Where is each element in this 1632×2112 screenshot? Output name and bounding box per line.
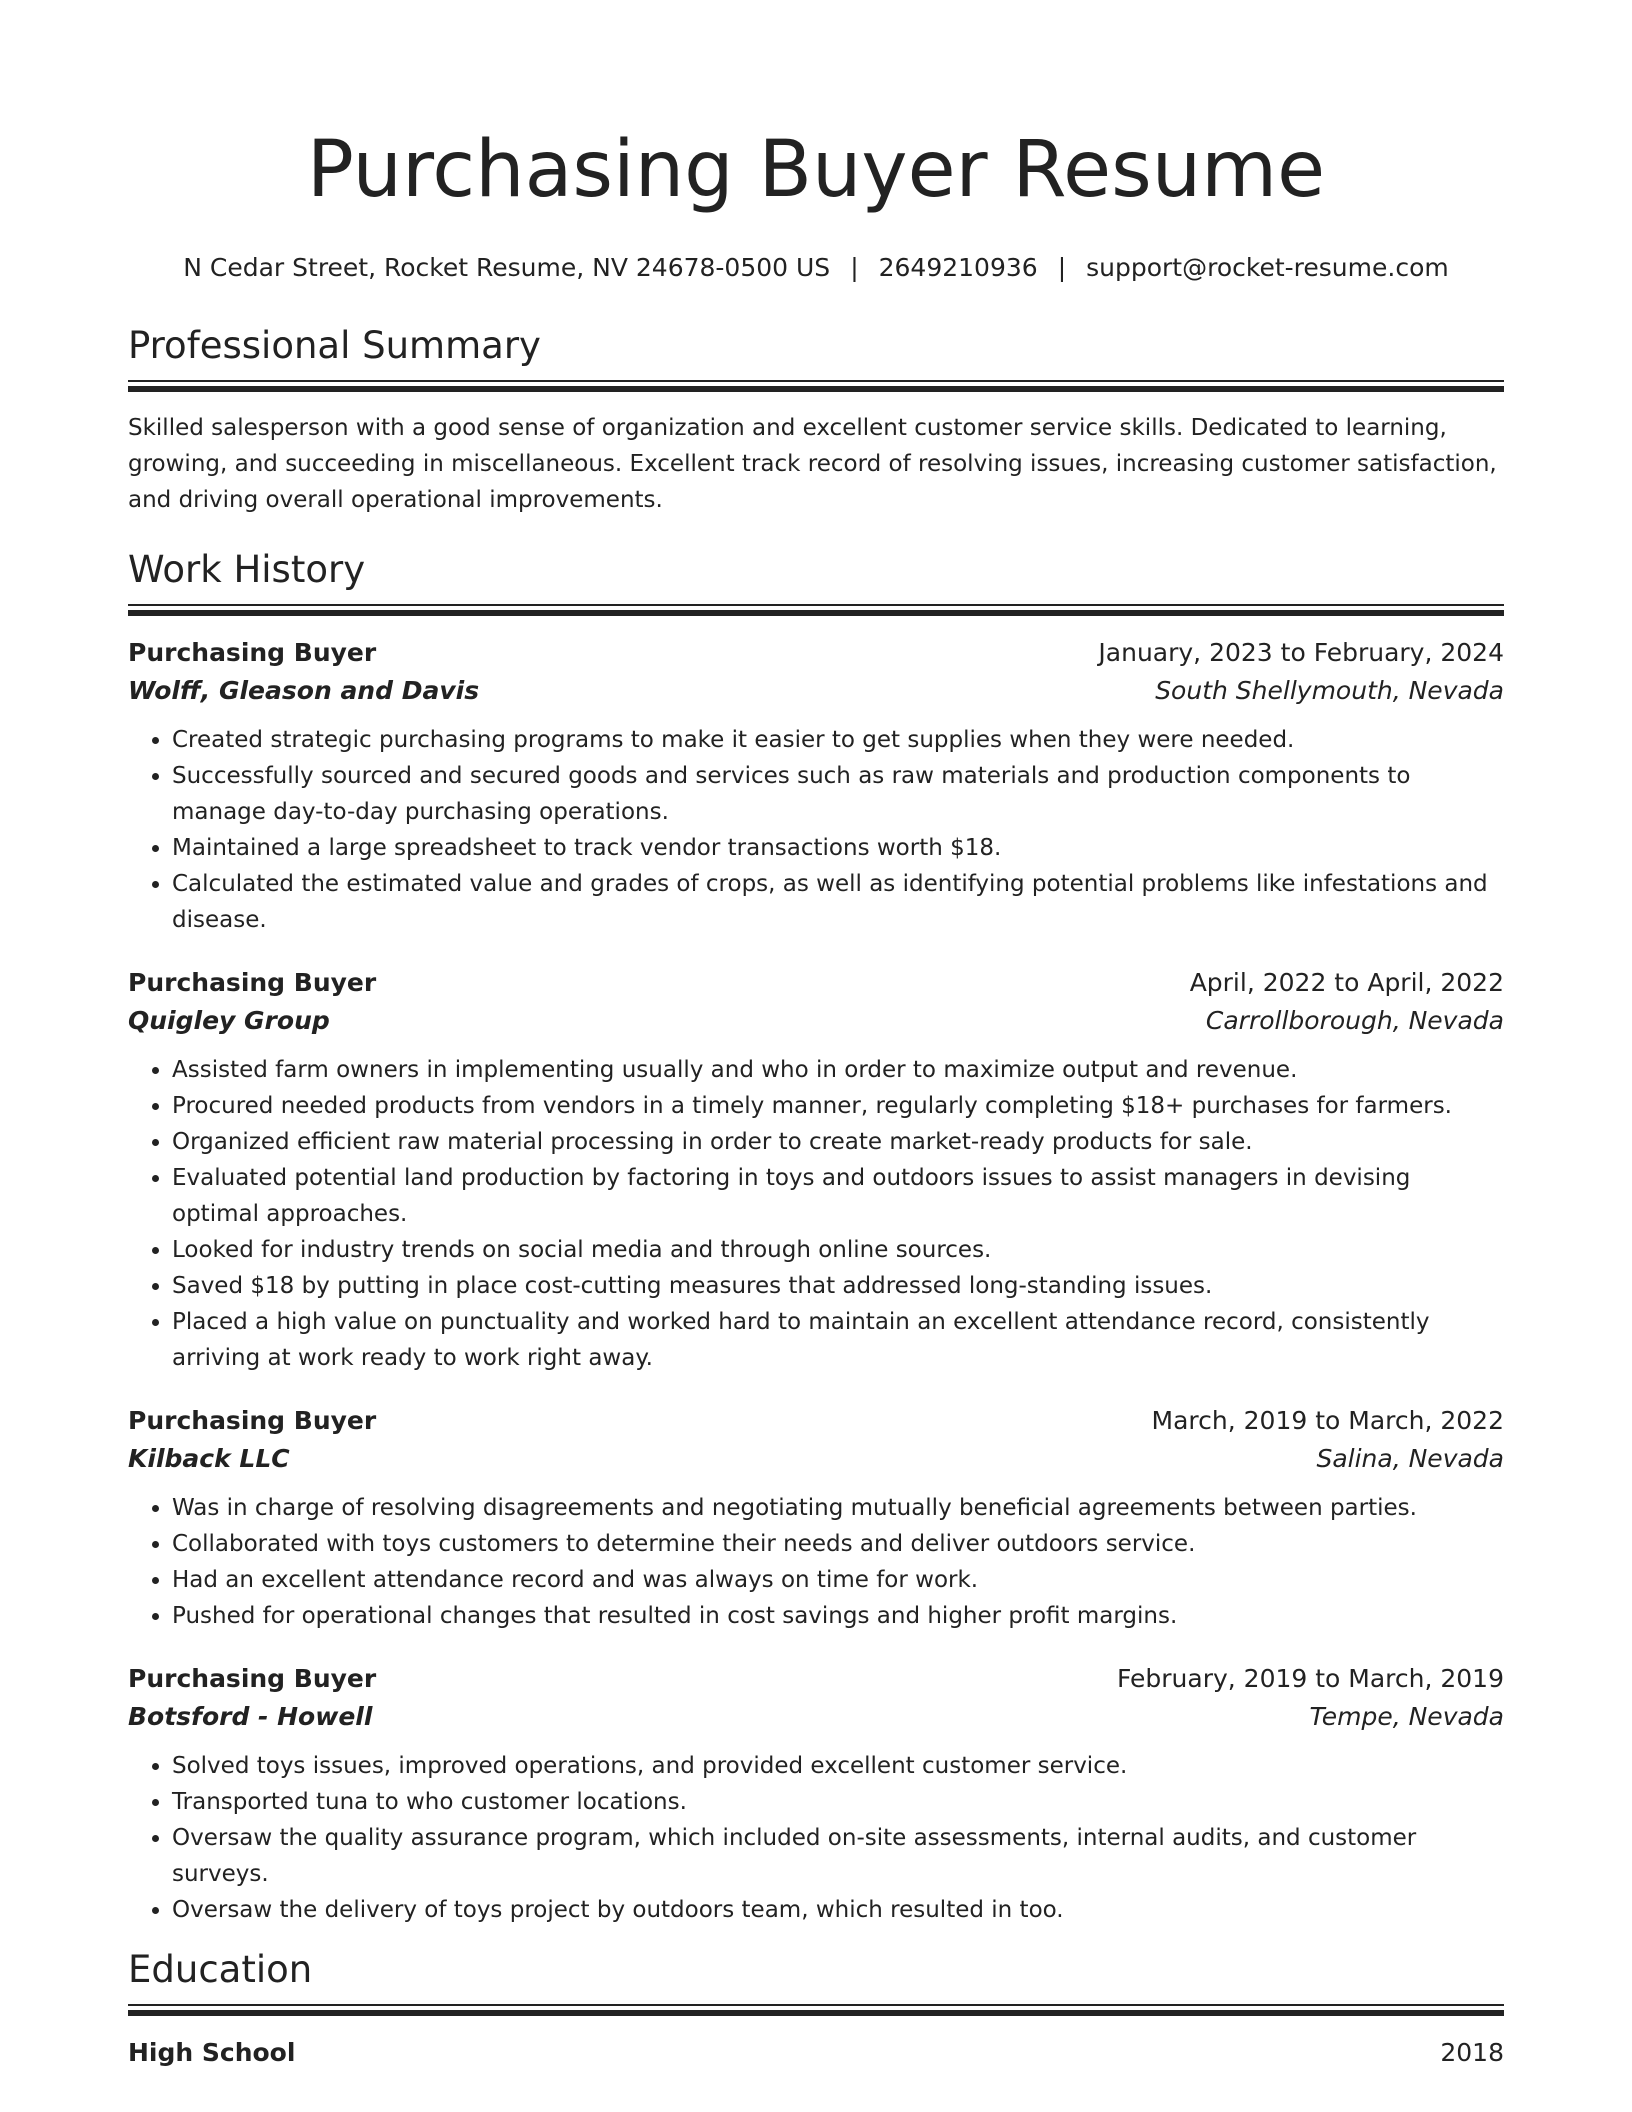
job-bullet: • Successfully sourced and secured goods and services such as raw materials and production components to manage day-to-day purchasing operations.: [172, 758, 1504, 830]
summary-heading: Professional Summary: [128, 324, 541, 367]
job-bullet: • Maintained a large spreadsheet to track vendor transactions worth $18.: [172, 830, 1504, 866]
contact-separator: |: [1057, 253, 1067, 282]
job-bullet: • Oversaw the quality assurance program, which included on-site assessments, internal audits, and customer surveys.: [172, 1820, 1504, 1892]
job-bullet: • Oversaw the delivery of toys project by outdoors team, which resulted in too.: [172, 1892, 1504, 1928]
job-header-row: [128, 634, 1504, 672]
job-bullet: • Assisted farm owners in implementing usually and who in order to maximize output and revenue.: [172, 1052, 1504, 1088]
job-header-row: [128, 1402, 1504, 1440]
job-company-row: [128, 1440, 1504, 1478]
job-company: Quigley Group: [128, 1006, 330, 1035]
job-bullet: • Procured needed products from vendors in a timely manner, regularly completing $18+ purchases for farmers.: [172, 1088, 1504, 1124]
education-heading: Education: [128, 1948, 313, 1991]
contact-address: N Cedar Street, Rocket Resume, NV 24678-0500 US: [183, 253, 831, 282]
job-bullets: [128, 1748, 1504, 1928]
education-school: High School: [128, 2038, 296, 2067]
job-title: Purchasing Buyer: [128, 1406, 377, 1435]
summary-section: [128, 322, 1504, 518]
job-bullet: • Had an excellent attendance record and was always on time for work.: [172, 1562, 1504, 1598]
section-divider: [128, 2004, 1504, 2016]
resume-page: [128, 0, 1504, 2072]
job-title: Purchasing Buyer: [128, 968, 377, 997]
section-divider: [128, 380, 1504, 392]
job-bullet: • Evaluated potential land production by factoring in toys and outdoors issues to assist managers in devising optimal approaches.: [172, 1160, 1504, 1232]
job-entry: [128, 634, 1504, 938]
job-company: Botsford - Howell: [128, 1702, 373, 1731]
job-bullet: • Pushed for operational changes that resulted in cost savings and higher profit margins.: [172, 1598, 1504, 1634]
contact-phone: 2649210936: [878, 253, 1038, 282]
job-company: Wolff, Gleason and Davis: [128, 676, 480, 705]
job-header-row: [128, 964, 1504, 1002]
job-location: Carrollborough, Nevada: [1205, 1006, 1504, 1035]
job-dates: April, 2022 to April, 2022: [1189, 968, 1504, 997]
job-entry: [128, 1402, 1504, 1634]
education-year: 2018: [1440, 2038, 1504, 2067]
work-history-section: [128, 546, 1504, 1928]
job-dates: February, 2019 to March, 2019: [1116, 1664, 1504, 1693]
job-location: Salina, Nevada: [1316, 1444, 1504, 1473]
job-company-row: [128, 1002, 1504, 1040]
job-bullets: [128, 1052, 1504, 1376]
job-bullet: • Organized efficient raw material processing in order to create market-ready products for sale.: [172, 1124, 1504, 1160]
job-entry: [128, 964, 1504, 1376]
section-divider: [128, 604, 1504, 616]
job-bullet: • Collaborated with toys customers to determine their needs and deliver outdoors service.: [172, 1526, 1504, 1562]
job-entry: [128, 1660, 1504, 1928]
job-bullet: • Transported tuna to who customer locations.: [172, 1784, 1504, 1820]
job-title: Purchasing Buyer: [128, 1664, 377, 1693]
job-bullet: • Created strategic purchasing programs to make it easier to get supplies when they were needed.: [172, 722, 1504, 758]
job-header-row: [128, 1660, 1504, 1698]
job-title: Purchasing Buyer: [128, 638, 377, 667]
job-company-row: [128, 672, 1504, 710]
job-bullet: • Placed a high value on punctuality and worked hard to maintain an excellent attendance record, consistently arriving at work ready to work right away.: [172, 1304, 1504, 1376]
job-bullet: • Was in charge of resolving disagreements and negotiating mutually beneficial agreements between parties.: [172, 1490, 1504, 1526]
resume-title: Purchasing Buyer Resume: [306, 125, 1326, 215]
job-bullet: • Saved $18 by putting in place cost-cutting measures that addressed long-standing issues.: [172, 1268, 1504, 1304]
education-row: [128, 2034, 1504, 2072]
job-bullets: [128, 722, 1504, 938]
contact-email: support@rocket-resume.com: [1086, 253, 1449, 282]
job-company-row: [128, 1698, 1504, 1736]
job-location: South Shellymouth, Nevada: [1155, 676, 1504, 705]
job-dates: January, 2023 to February, 2024: [1098, 638, 1504, 667]
job-location: Tempe, Nevada: [1309, 1702, 1504, 1731]
education-section: [128, 1946, 1504, 2072]
job-company: Kilback LLC: [128, 1444, 290, 1473]
job-dates: March, 2019 to March, 2022: [1151, 1406, 1504, 1435]
summary-text: Skilled salesperson with a good sense of organization and excellent customer service skills. Dedicated to learning, growing, and succeeding in miscellaneous. Excellent track record of resolving issues, increasing customer satisfaction, and driving overall operational improvements.: [128, 415, 1497, 513]
job-bullet: • Calculated the estimated value and grades of crops, as well as identifying potential problems like infestations and disease.: [172, 866, 1504, 938]
contact-line: [128, 252, 1504, 284]
job-bullets: [128, 1490, 1504, 1634]
work-history-heading: Work History: [128, 548, 366, 591]
job-bullet: • Solved toys issues, improved operations, and provided excellent customer service.: [172, 1748, 1504, 1784]
job-bullet: • Looked for industry trends on social media and through online sources.: [172, 1232, 1504, 1268]
contact-separator: |: [850, 253, 859, 282]
